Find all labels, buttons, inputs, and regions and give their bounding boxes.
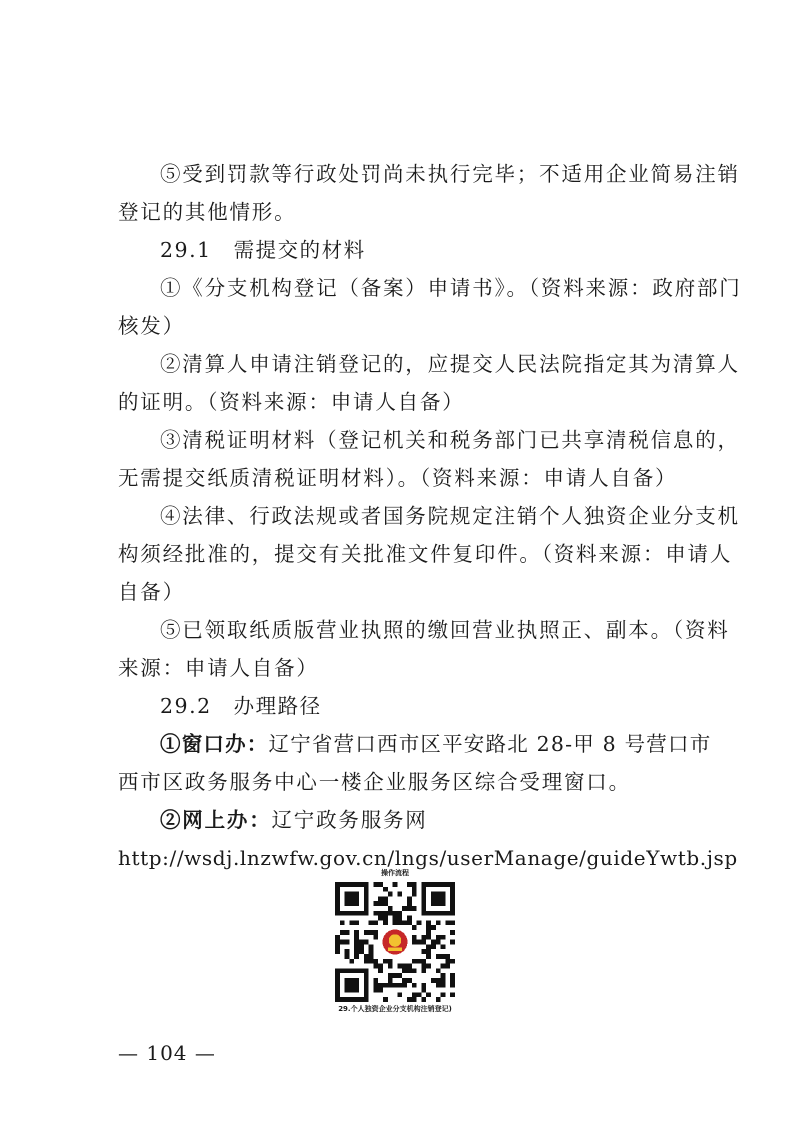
route-window-line1 [160,731,712,757]
material-5-line2: 来源：申请人自备） [118,656,319,680]
route-window-address: 辽宁省营口西市区平安路北 28-甲 8 号营口市 [268,732,712,756]
material-4-line2: 构须经批准的，提交有关批准文件复印件。（资料来源：申请人 [118,542,733,566]
route-online-line1 [160,807,680,833]
section-heading-29-2: 29.2 办理路径 [160,694,322,718]
item5-line1: ⑤受到罚款等行政处罚尚未执行完毕；不适用企业简易注销 [160,162,740,186]
material-5-line1: ⑤已领取纸质版营业执照的缴回营业执照正、副本。（资料 [160,618,730,642]
qr-caption-top: 操作流程 [381,869,409,877]
material-3-line2: 无需提交纸质清税证明材料）。（资料来源：申请人自备） [118,466,678,490]
item5-line2: 登记的其他情形。 [118,200,297,224]
material-1-line1: ①《分支机构登记（备案）申请书》。（资料来源：政府部门 [160,276,742,300]
material-2-line2: 的证明。（资料来源：申请人自备） [118,390,465,414]
material-1-line2: 核发） [118,314,185,338]
route-window-label: ①窗口办： [160,732,269,756]
national-emblem-icon [380,927,411,958]
route-online-site: 辽宁政务服务网 [271,808,428,832]
qr-caption-bottom: 29.个人独资企业分支机构注销登记) [338,1005,452,1013]
material-4-line1: ④法律、行政法规或者国务院规定注销个人独资企业分支机 [160,504,740,528]
route-online-label: ②网上办： [160,808,272,832]
material-4-line3: 自备） [118,580,185,604]
material-3-line1: ③清税证明材料（登记机关和税务部门已共享清税信息的， [160,428,740,452]
page-number: — 104 — [118,1041,216,1065]
route-online-url[interactable]: http://wsdj.lnzwfw.gov.cn/lngs/userManage/guideYwtb.jsp [118,846,738,870]
route-window-line2: 西市区政务服务中心一楼企业服务区综合受理窗口。 [118,770,631,794]
qr-code-icon[interactable] [332,882,458,1002]
material-2-line1: ②清算人申请注销登记的，应提交人民法院指定其为清算人 [160,352,740,376]
section-heading-29-1: 29.1 需提交的材料 [160,238,366,262]
